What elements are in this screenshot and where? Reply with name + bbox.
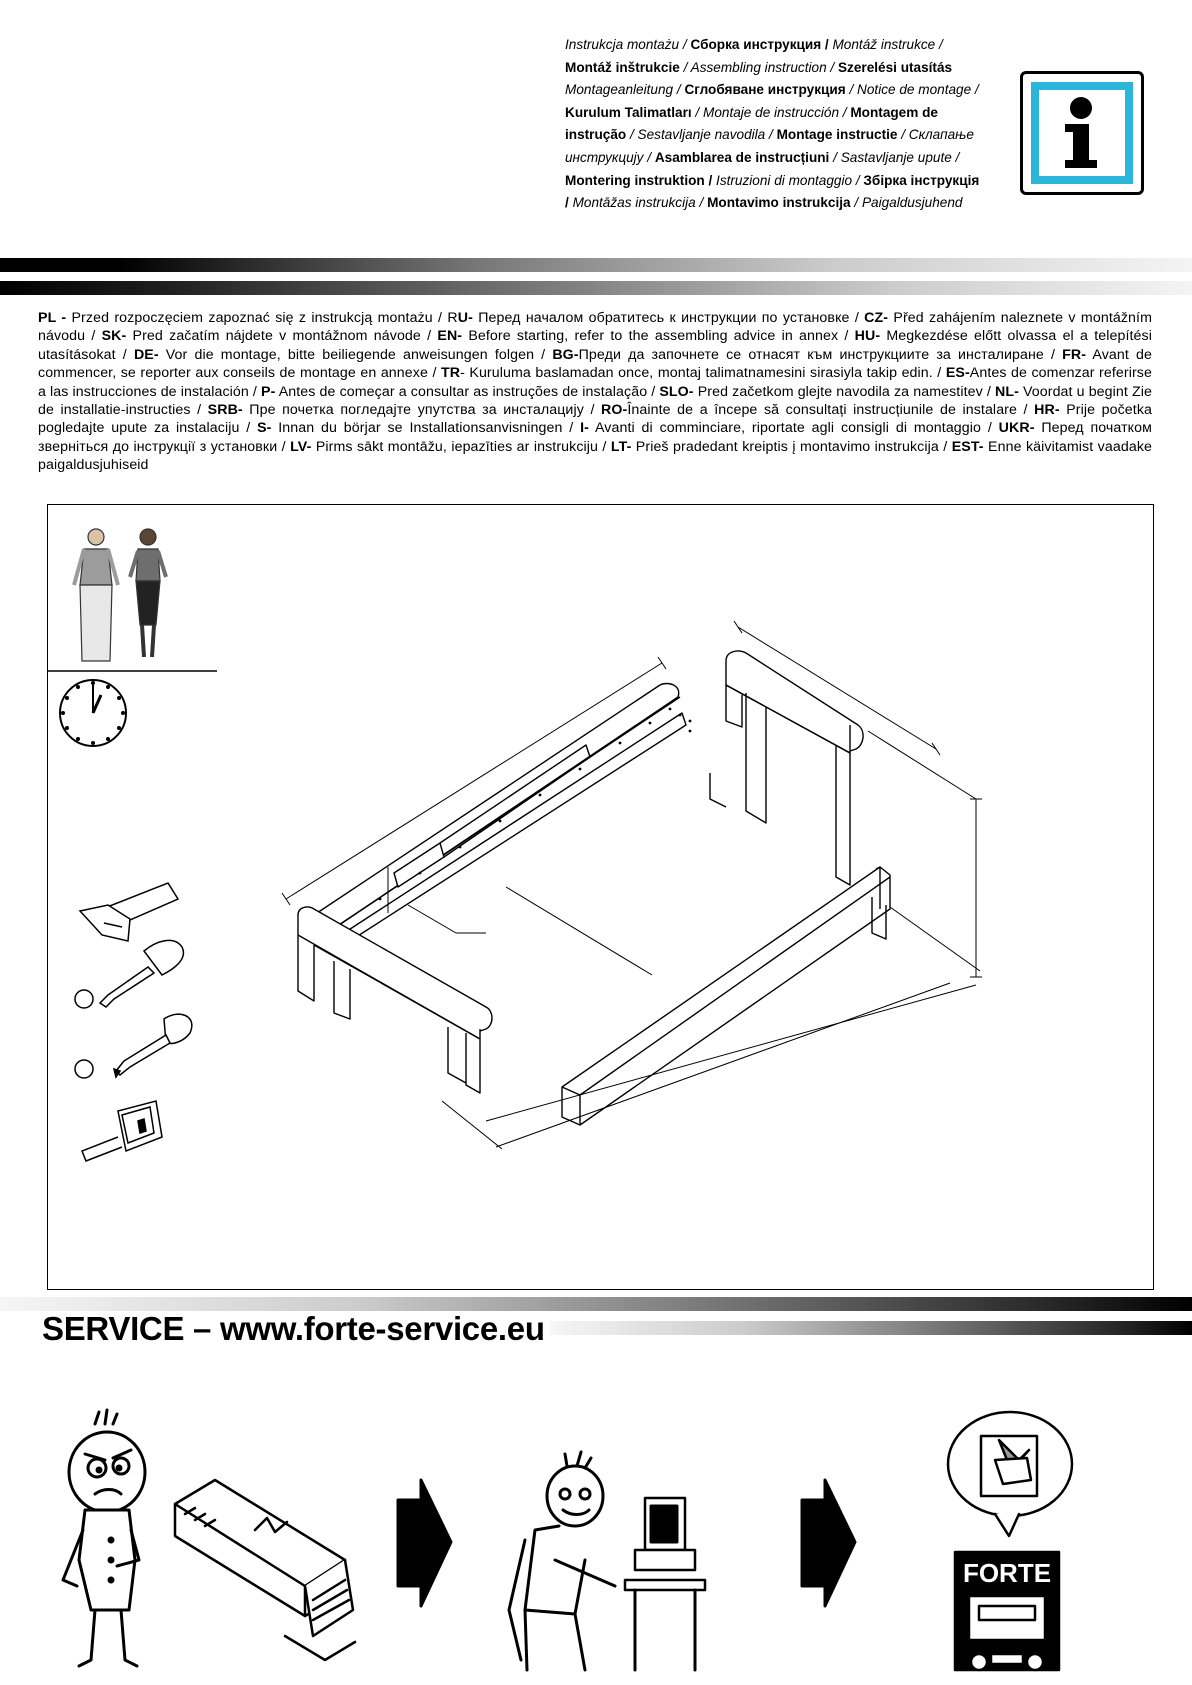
title-segment: / (704, 172, 717, 188)
title-segment: Montáž inštrukcie (565, 59, 680, 75)
title-segment: Istruzioni di montaggio (716, 172, 853, 188)
hammer-icon (80, 883, 178, 941)
language-text: Avanti di comminciare, riportate agli consigli di montaggio / (588, 420, 999, 437)
title-segment: / (935, 37, 943, 52)
arrow-right-icon (398, 1480, 451, 1606)
arrow-right-icon (802, 1480, 855, 1606)
title-segment: Склапање инструкцију (565, 127, 974, 165)
info-icon-frame (1031, 82, 1133, 184)
title-segment: / (839, 104, 851, 120)
tools-column (78, 875, 198, 1185)
language-text: Пре почетка погледајте упутства за инсталацију / (242, 402, 602, 419)
title-segment: / (626, 127, 638, 143)
phillips-screwdriver-icon (75, 1014, 192, 1078)
read-instructions-notice (38, 309, 1152, 475)
language-code: I- (580, 420, 589, 437)
language-text: Prije početka pogledajte upute za instalaciju / (38, 402, 1153, 437)
person-at-computer-icon (509, 1452, 705, 1670)
language-text: Vor die montage, bitte beiliegende anweisungen folgen / (158, 346, 553, 363)
damaged-package-icon (175, 1480, 355, 1660)
language-code: LV- (290, 438, 312, 455)
title-segment: / (765, 127, 777, 143)
title-segment: / (850, 195, 862, 211)
title-segment: / (829, 149, 841, 165)
persons-divider (47, 670, 217, 672)
title-segment: / (971, 82, 979, 98)
bed-assembly-drawing (290, 615, 1000, 1215)
title-segment: Notice de montage (857, 82, 972, 98)
title-segment: Sestavljanje navodila (637, 127, 766, 143)
side-rail-left (314, 684, 679, 932)
language-text: Преди да започнете се отнасят към инструкциите за инсталиране / (578, 346, 1063, 363)
title-segment: Asamblarea de instrucțiuni (654, 149, 830, 165)
service-divider-top (0, 1297, 1192, 1311)
language-code: PL - (38, 310, 67, 326)
language-code: LT- (610, 438, 632, 455)
footboard-top (298, 907, 492, 1031)
title-segment: / (951, 149, 960, 165)
language-text: Antes de começar a consultar as instruções de instalação / (275, 383, 660, 400)
language-code: S- (257, 420, 272, 437)
forte-logo-text: FORTE (962, 1558, 1052, 1588)
language-code: HU- (854, 328, 881, 345)
title-segment: Instrukcja montażu (565, 37, 680, 52)
dim-length-left (286, 663, 662, 899)
language-text: Před zahájením naleznete v montážním návodu / (38, 310, 1152, 345)
title-segment: Montagem de instrução (565, 104, 938, 143)
info-letter-icon (1039, 90, 1123, 174)
title-segment: / (845, 82, 858, 98)
service-divider-bottom (550, 1321, 1192, 1335)
title-segment: Montaje de instrucción (703, 104, 840, 120)
language-text: Voordat u begint Zie de installatie-instructies / (38, 383, 1153, 419)
title-segment: / (679, 59, 691, 75)
language-text: Antes de comenzar referirse a las instrucciones de instalación / (38, 365, 1152, 400)
service-url: SERVICE – www.forte-service.eu (42, 1310, 545, 1347)
title-segment: Assembling instruction (690, 59, 827, 75)
language-text: Pred začetkom glejte navodila za namestitev / (693, 383, 995, 400)
language-code: EN- (437, 328, 463, 345)
language-code: DE- (133, 346, 159, 363)
clock-icon (57, 677, 129, 749)
title-segment: / (565, 195, 573, 211)
title-segment: / (695, 195, 708, 211)
language-code: ES- (945, 365, 970, 382)
language-code: P- (261, 383, 276, 400)
language-code: SK- (101, 328, 127, 345)
language-text: Pirms sākt montāžu, iepazīties ar instrukciju / (311, 438, 611, 455)
language-text: Innan du börjar se Installationsanvisningen / (271, 420, 581, 437)
title-segment: / (821, 37, 833, 52)
flat-screwdriver-icon (75, 940, 183, 1008)
title-segment: Montāžas instrukcija (572, 195, 696, 211)
title-segment: Montavimo instrukcija (707, 195, 851, 211)
language-code: NL- (994, 383, 1019, 400)
language-code: BG- (552, 346, 579, 363)
language-text: Before starting, refer to the assembling advice in annex / (462, 328, 855, 345)
title-segment: Montering instruktion (565, 172, 705, 188)
header-divider-top (0, 258, 1192, 272)
two-persons-icon (64, 525, 174, 665)
title-segment: Montageanleitung (565, 82, 674, 98)
language-text: Pred začatím nájdete v montážnom návode / (126, 328, 438, 345)
header-divider-bottom (0, 281, 1192, 295)
speech-bubble-icon (948, 1412, 1072, 1536)
language-text: Przed rozpoczęciem zapoznać się z instrukcją montażu / R (66, 310, 458, 326)
language-text: Megkezdése előtt olvassa el a telepítési utasításokat / (38, 328, 1152, 363)
language-code: RO- (601, 402, 628, 419)
title-segment: / (679, 37, 691, 52)
title-segment: / (852, 172, 864, 188)
service-illustration (55, 1410, 1155, 1680)
title-segment: Sastavljanje upute (840, 149, 952, 165)
title-segment: / (673, 82, 685, 98)
language-code: UKR- (998, 420, 1035, 437)
title-segment: / (643, 149, 655, 165)
language-text: Enne käivitamist vaadake paigaldusjuhiseid (38, 438, 1153, 474)
language-text: - Kuruluma baslamadan once, montaj talimatnamesini sirasiyla takip edin. / (460, 365, 946, 382)
language-code: HR- (1034, 402, 1060, 419)
title-segment: Szerelési utasítás (837, 59, 953, 75)
title-segment: Paigaldusjuhend (861, 195, 963, 211)
language-code: EST- (951, 438, 984, 455)
language-text: Prieš pradedant kreiptis į montavimo instrukcija / (631, 438, 952, 455)
language-text: Înainte de a începe să consultați instrucțiunile de instalare / (627, 402, 1035, 419)
language-code: TR (440, 365, 461, 382)
title-segment: / (826, 59, 838, 75)
info-icon (1020, 71, 1144, 195)
language-code: SLO- (659, 383, 694, 400)
language-code: SRB- (207, 402, 243, 419)
info-icon-background (1039, 90, 1125, 176)
measuring-tape-icon (82, 1101, 162, 1161)
title-segment: Збірка інструкція (863, 172, 980, 188)
dim-inner-width (506, 887, 652, 975)
language-text: Перед початком зверніться до інструкції з установки / (38, 420, 1152, 455)
language-text: Avant de commencer, se reporter aux conseils de montage en annexe / (38, 346, 1152, 382)
title-segment: Kurulum Talimatları (565, 104, 692, 120)
title-segment: Сглобяване инструкция (684, 82, 846, 98)
title-segment: Сборка инструкция (690, 37, 822, 52)
language-code: CZ- (864, 310, 889, 326)
angry-person-icon (63, 1410, 145, 1666)
title-segment: / (897, 127, 909, 143)
language-text: Перед началом обратитесь к инструкции по установке / (472, 310, 865, 326)
language-code: U- (457, 310, 473, 326)
language-code: FR- (1062, 346, 1087, 363)
title-segment: Montáž instrukce (832, 37, 936, 52)
title-segment: Montage instructie (776, 127, 898, 143)
title-segment: / (691, 104, 703, 120)
multilingual-title (565, 34, 985, 215)
